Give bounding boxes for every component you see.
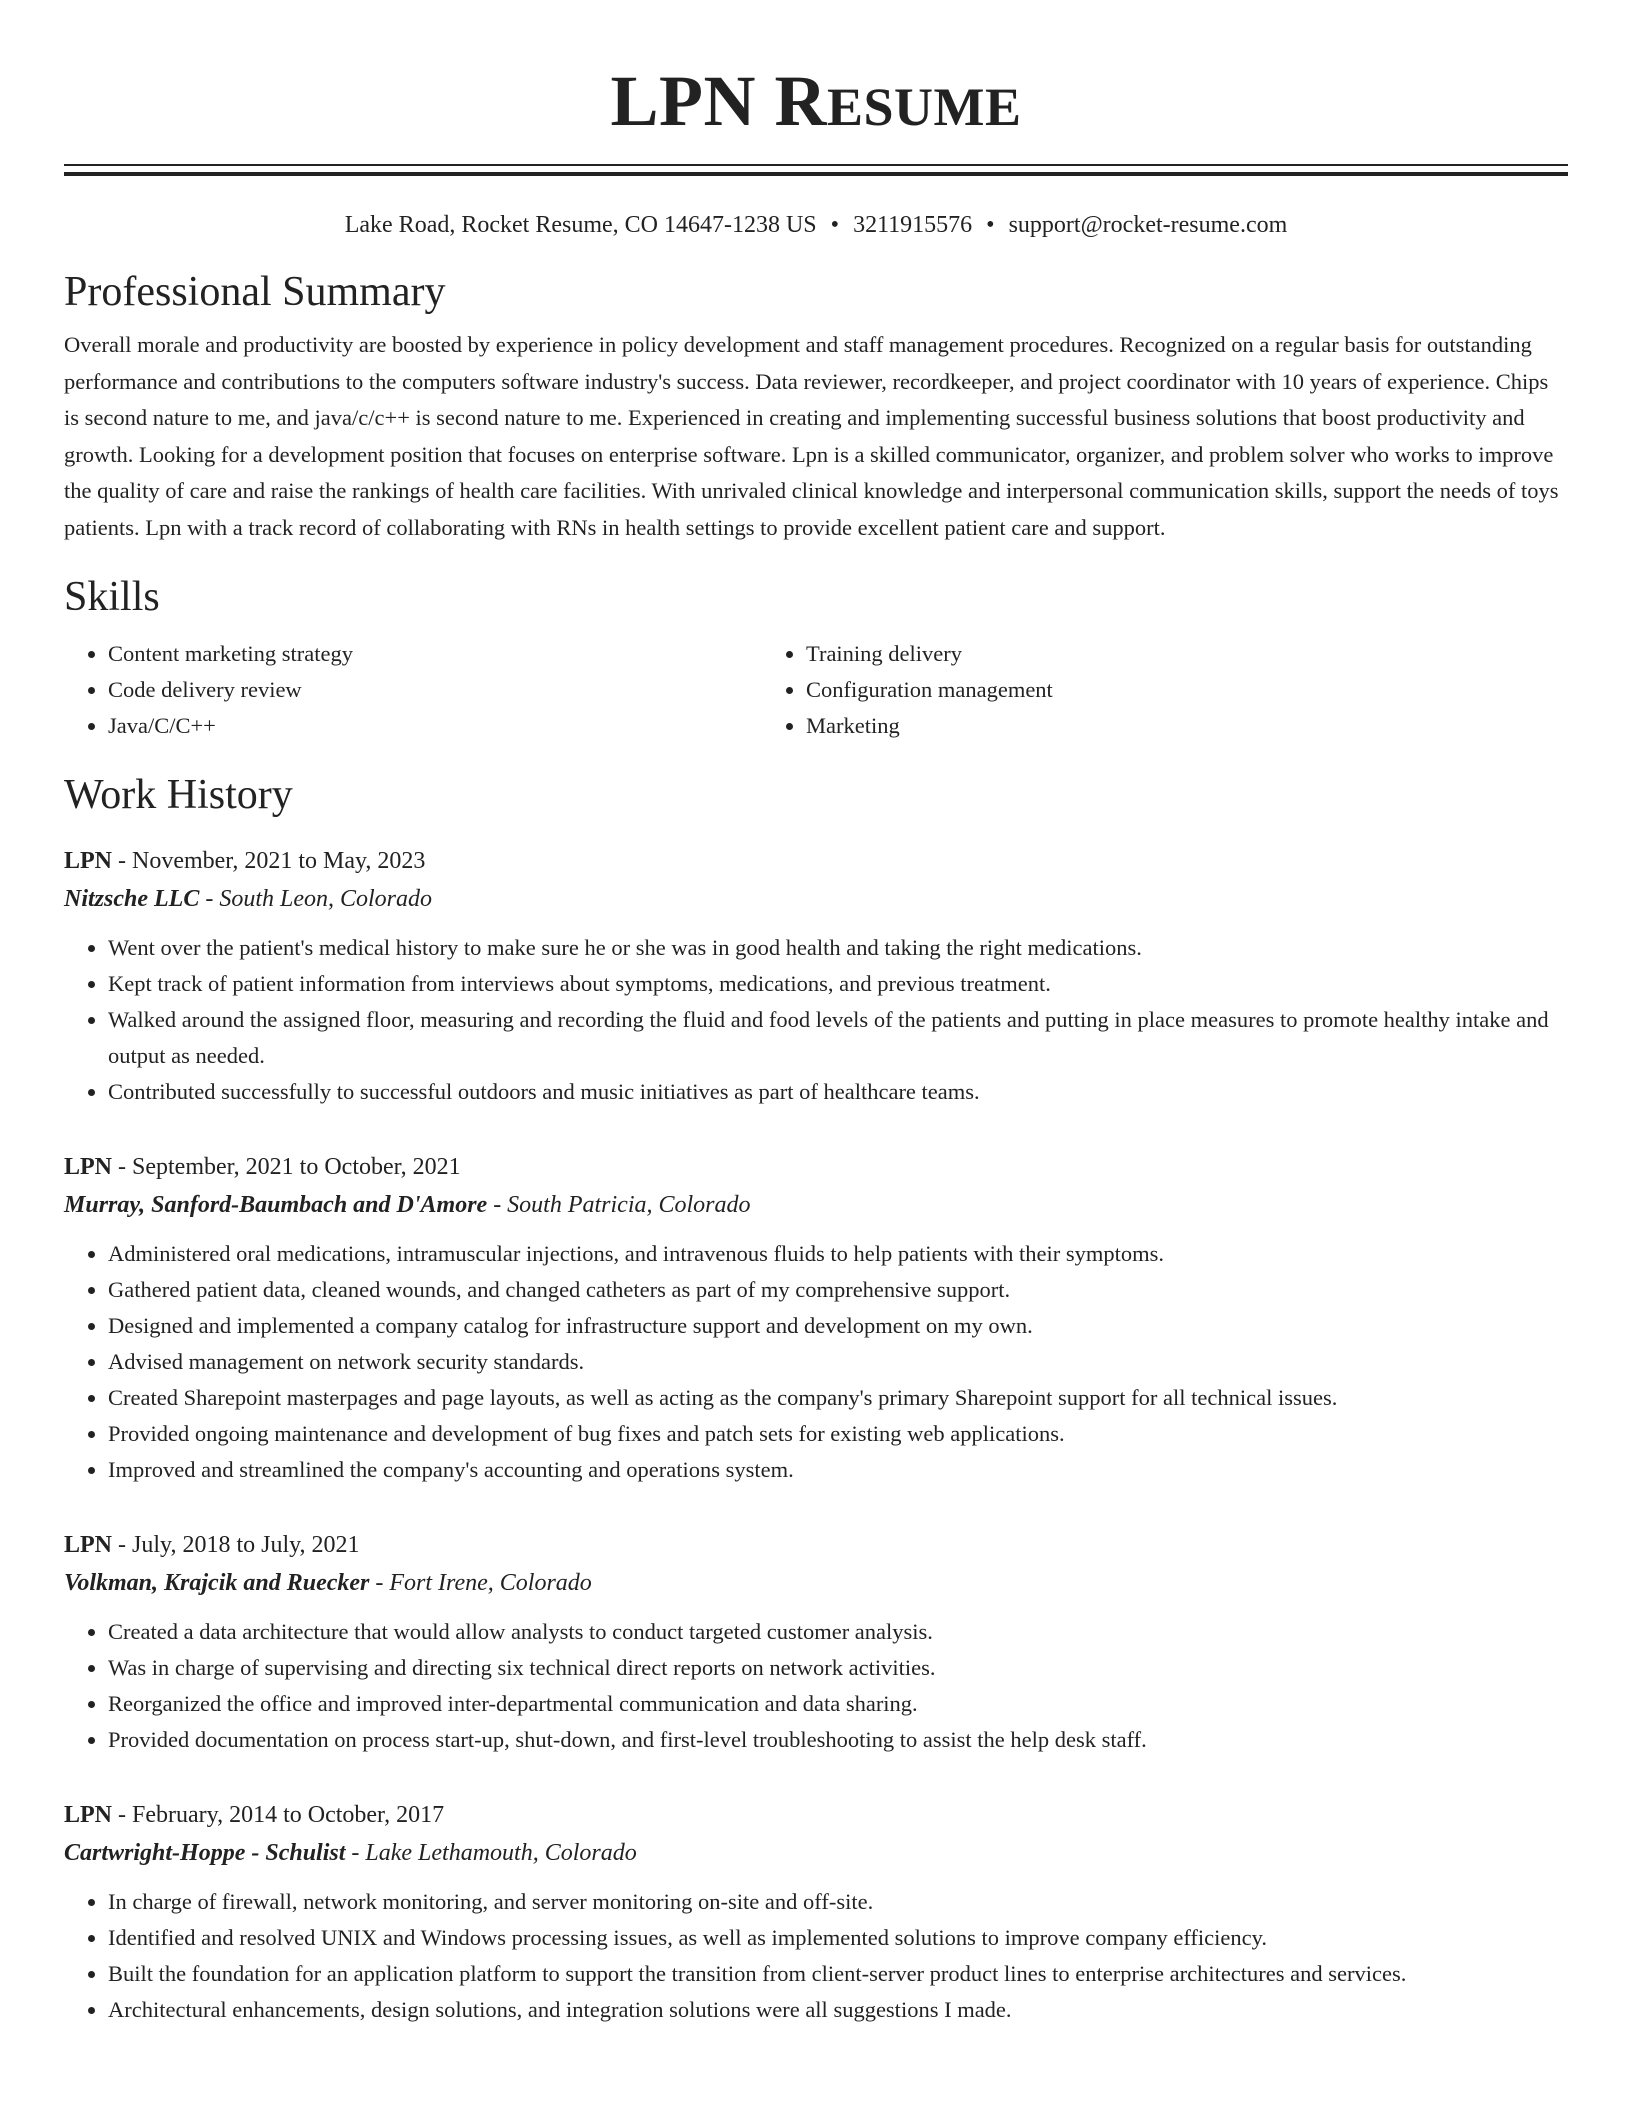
job-dates: - July, 2018 to July, 2021 [112, 1532, 360, 1558]
job-bullets [64, 1614, 1568, 1758]
title-main: LPN R [610, 61, 827, 141]
job-location: - South Leon, Colorado [199, 886, 433, 912]
job-title-line [64, 1148, 1568, 1186]
contact-phone: 3211915576 [853, 212, 973, 238]
skills-list-left [64, 636, 762, 744]
skills-list-right [762, 636, 1504, 744]
contact-address: Lake Road, Rocket Resume, CO 14647-1238 US [344, 212, 817, 238]
skill-item: • Marketing [806, 708, 1504, 744]
skills-columns [64, 636, 1568, 744]
title-rule-thin [64, 164, 1568, 166]
job-bullet: • Created Sharepoint masterpages and page layouts, as well as acting as the company's primary Sharepoint support for all technical issues. [108, 1380, 1568, 1416]
job-location: - Fort Irene, Colorado [369, 1570, 592, 1596]
job-role: LPN [64, 848, 112, 874]
contact-separator: • [830, 212, 840, 238]
job-entry [64, 842, 1568, 1110]
skill-item: • Java/C/C++ [108, 708, 762, 744]
job-bullet: • Designed and implemented a company catalog for infrastructure support and development on my own. [108, 1308, 1568, 1344]
job-bullet: • Gathered patient data, cleaned wounds, and changed catheters as part of my comprehensive support. [108, 1272, 1568, 1308]
job-bullets [64, 1236, 1568, 1488]
job-company: Cartwright-Hoppe - Schulist [64, 1840, 346, 1866]
skill-item: • Content marketing strategy [108, 636, 762, 672]
page-title [64, 0, 1568, 148]
job-bullet: • Walked around the assigned floor, measuring and recording the fluid and food levels of the patients and putting in place measures to promote healthy intake and output as needed. [108, 1002, 1568, 1074]
contact-separator: • [986, 212, 995, 238]
job-bullet: • Was in charge of supervising and directing six technical direct reports on network activities. [108, 1650, 1568, 1686]
job-bullet: • Identified and resolved UNIX and Windows processing issues, as well as implemented solutions to improve company efficiency. [108, 1920, 1568, 1956]
skill-item: • Configuration management [806, 672, 1504, 708]
job-title-line [64, 1526, 1568, 1564]
job-role: LPN [64, 1154, 112, 1180]
job-bullet: • Administered oral medications, intramuscular injections, and intravenous fluids to help patients with their symptoms. [108, 1236, 1568, 1272]
job-bullet: • Improved and streamlined the company's accounting and operations system. [108, 1452, 1568, 1488]
job-bullet: • Advised management on network security standards. [108, 1344, 1568, 1380]
skills-heading: Skills [64, 574, 160, 620]
job-location: - South Patricia, Colorado [487, 1192, 751, 1218]
job-bullet: • Contributed successfully to successful outdoors and music initiatives as part of healthcare teams. [108, 1074, 1568, 1110]
title-small-caps: ESUME [826, 77, 1022, 137]
contact-line [64, 209, 1568, 241]
job-location: - Lake Lethamouth, Colorado [345, 1840, 637, 1866]
job-company: Nitzsche LLC [64, 886, 200, 912]
job-role: LPN [64, 1802, 112, 1828]
job-entry [64, 1148, 1568, 1488]
skill-item: • Code delivery review [108, 672, 762, 708]
job-company-line [64, 1834, 1568, 1872]
job-bullet: • Built the foundation for an application platform to support the transition from client-server product lines to enterprise architectures and services. [108, 1956, 1568, 1992]
skill-item: • Training delivery [806, 636, 1504, 672]
job-entry [64, 1796, 1568, 2028]
job-bullet: • Provided documentation on process start-up, shut-down, and first-level troubleshooting to assist the help desk staff. [108, 1722, 1568, 1758]
job-company: Murray, Sanford-Baumbach and D'Amore [64, 1192, 488, 1218]
contact-email: support@rocket-resume.com [1008, 212, 1288, 238]
job-title-line [64, 842, 1568, 880]
job-bullet: • Went over the patient's medical history to make sure he or she was in good health and taking the right medications. [108, 930, 1568, 966]
job-entry [64, 1526, 1568, 1758]
work-history-heading: Work History [64, 772, 293, 818]
job-title-line [64, 1796, 1568, 1834]
resume-page [64, 0, 1568, 2028]
summary-heading: Professional Summary [64, 269, 446, 315]
job-bullet: • Reorganized the office and improved inter-departmental communication and data sharing. [108, 1686, 1568, 1722]
title-rule-thick [64, 172, 1568, 176]
job-dates: - September, 2021 to October, 2021 [112, 1154, 461, 1180]
job-bullets [64, 930, 1568, 1110]
job-company-line [64, 1564, 1568, 1602]
job-company-line [64, 880, 1568, 918]
job-bullet: • Architectural enhancements, design solutions, and integration solutions were all suggestions I made. [108, 1992, 1568, 2028]
job-company: Volkman, Krajcik and Ruecker [64, 1570, 370, 1596]
job-bullet: • In charge of firewall, network monitoring, and server monitoring on-site and off-site. [108, 1884, 1568, 1920]
job-role: LPN [64, 1532, 112, 1558]
job-bullets [64, 1884, 1568, 2028]
job-company-line [64, 1186, 1568, 1224]
job-bullet: • Kept track of patient information from interviews about symptoms, medications, and previous treatment. [108, 966, 1568, 1002]
job-dates: - February, 2014 to October, 2017 [112, 1802, 445, 1828]
summary-text: Overall morale and productivity are boosted by experience in policy development and staff management procedures. Recognized on a regular basis for outstanding performance and contributions to the computers software industry's success. Data reviewer, recordkeeper, and project coordinator with 10 years of experience. Chips is second nature to me, and java/c/c++ is second nature to me. Experienced in creating and implementing successful business solutions that boost productivity and growth. Looking for a development position that focuses on enterprise software. Lpn is a skilled communicator, organizer, and problem solver who works to improve the quality of care and raise the rankings of health care facilities. With unrivaled clinical knowledge and interpersonal communication skills, support the needs of toys patients. Lpn with a track record of collaborating with RNs in health settings to provide excellent patient care and support. [64, 332, 1559, 540]
job-bullet: • Provided ongoing maintenance and development of bug fixes and patch sets for existing web applications. [108, 1416, 1568, 1452]
job-dates: - November, 2021 to May, 2023 [112, 848, 426, 874]
job-bullet: • Created a data architecture that would allow analysts to conduct targeted customer analysis. [108, 1614, 1568, 1650]
